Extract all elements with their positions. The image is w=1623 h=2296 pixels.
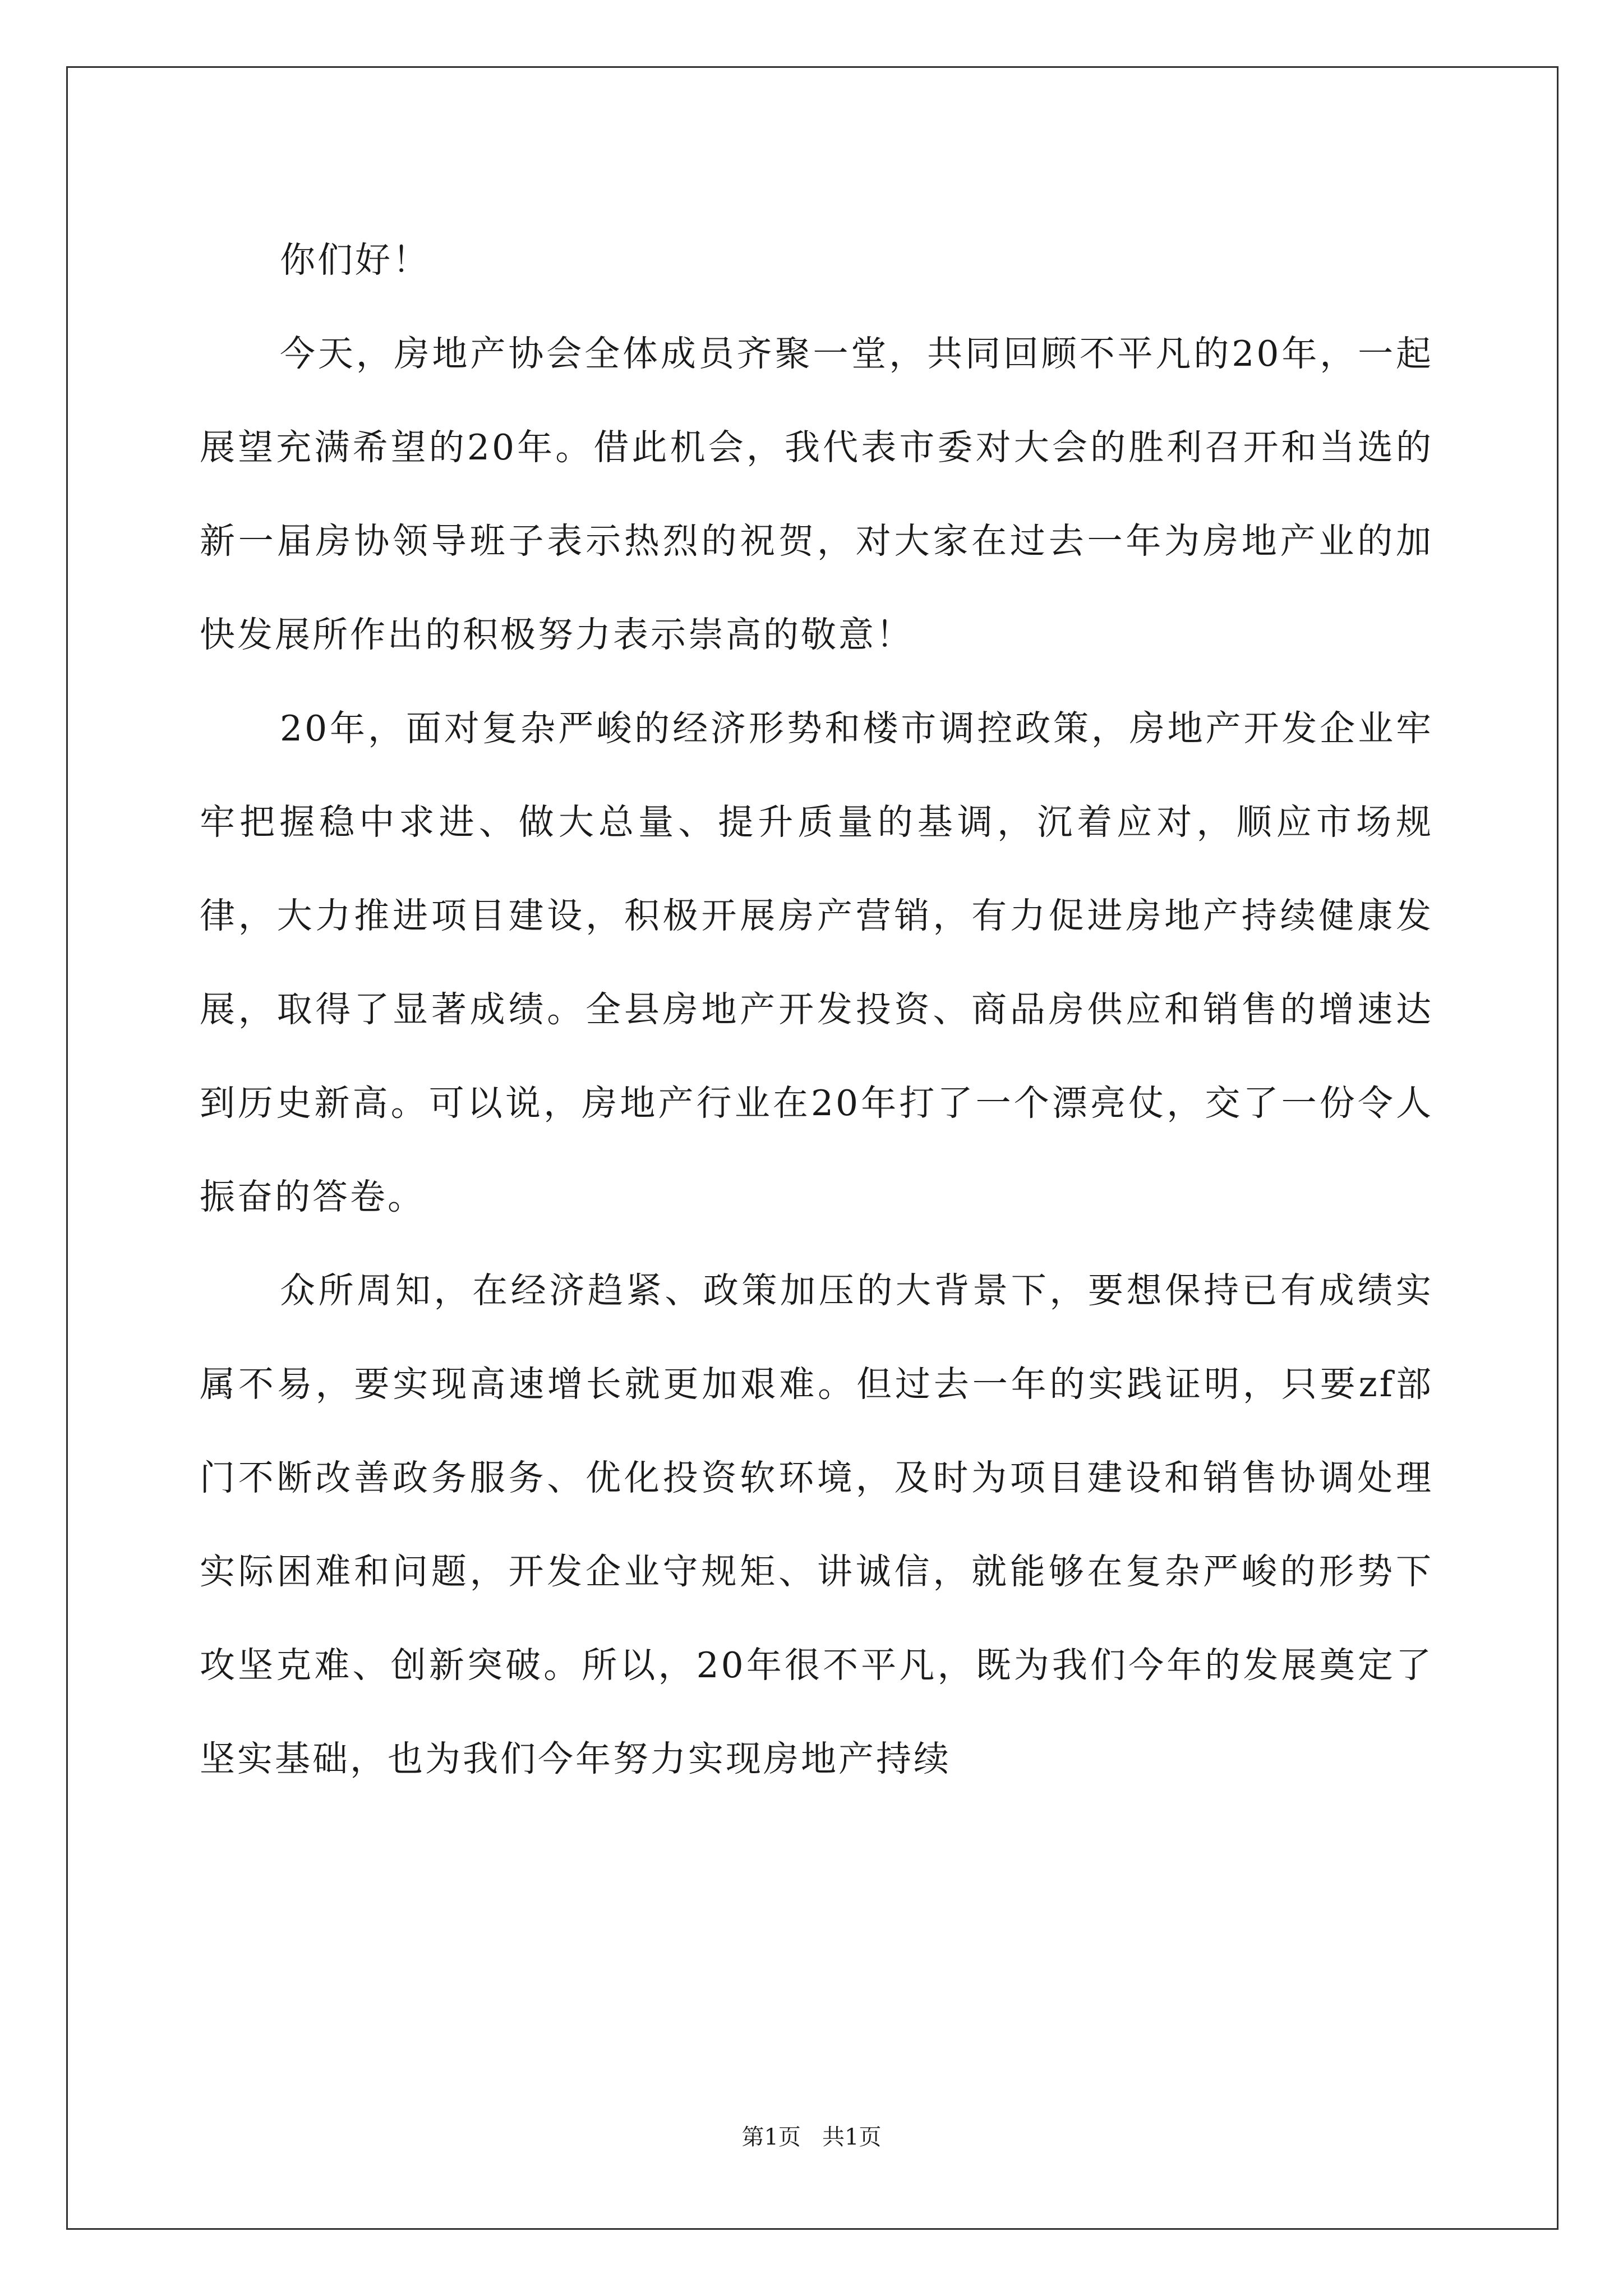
paragraph-1: 今天，房地产协会全体成员齐聚一堂，共同回顾不平凡的20年，一起展望充满希望的20年。借此机会，我代表市委对大会的胜利召开和当选的新一届房协领导班子表示热烈的祝贺，对大家在过去一年为房地产业的加快发展所作出的积极努力表示崇高的敬意！ xyxy=(200,333,1433,655)
paragraph-2: 20年，面对复杂严峻的经济形势和楼市调控政策，房地产开发企业牢牢把握稳中求进、做大总量、提升质量的基调，沉着应对，顺应市场规律，大力推进项目建设，积极开展房产营销，有力促进房地产持续健康发展，取得了显著成绩。全县房地产开发投资、商品房供应和销售的增速达到历史新高。可以说，房地产行业在20年打了一个漂亮仗，交了一份令人振奋的答卷。 xyxy=(200,708,1433,1217)
paragraph-3: 众所周知，在经济趋紧、政策加压的大背景下，要想保持已有成绩实属不易，要实现高速增长就更加艰难。但过去一年的实践证明，只要zf部门不断改善政务服务、优化投资软环境，及时为项目建设和销售协调处理实际困难和问题，开发企业守规矩、讲诚信，就能够在复杂严峻的形势下攻坚克难、创新突破。所以，20年很不平凡，既为我们今年的发展奠定了坚实基础，也为我们今年努力实现房地产持续 xyxy=(200,1270,1433,1779)
greeting: 你们好！ xyxy=(280,240,430,280)
page-footer: 第1页 共1页 xyxy=(741,2124,882,2150)
document-body xyxy=(200,213,1433,1806)
